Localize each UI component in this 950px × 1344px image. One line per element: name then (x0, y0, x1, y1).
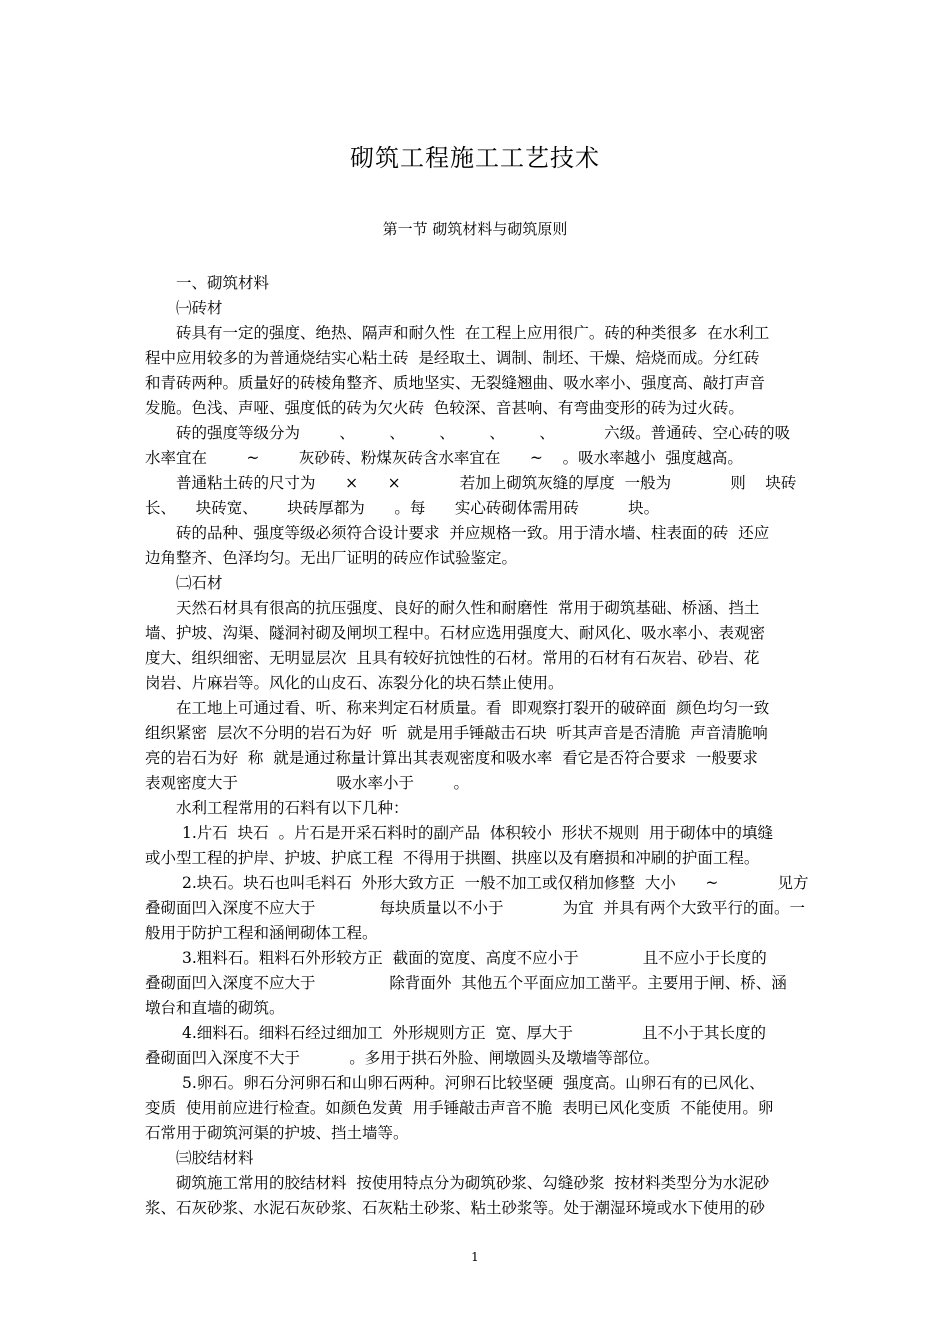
paragraph-line: 天然石材具有很高的抗压强度、良好的耐久性和耐磨性 常用于砌筑基础、桥涵、挡土 (176, 599, 760, 617)
paragraph-line: 叠砌面凹入深度不应大于 每块质量以不小于 为宜 并具有两个大致平行的面。一 (145, 899, 806, 917)
paragraph-line: 亮的岩石为好 称 就是通过称量计算出其表观密度和吸水率 看它是否符合要求 一般要求 (145, 749, 758, 767)
list-item-line: 2.块石。块石也叫毛料石 外形大致方正 一般不加工或仅稍加修整 大小 ~ 见方 (182, 874, 809, 892)
paragraph-line: 组织紧密 层次不分明的岩石为好 听 就是用手锤敲击石块 听其声音是否清脆 声音清脆响 (145, 724, 768, 742)
paragraph-line: 浆、石灰砂浆、水泥石灰砂浆、石灰粘土砂浆、粘土砂浆等。处于潮湿环境或水下使用的砂 (145, 1199, 766, 1217)
paragraph-line: 砖的强度等级分为 、 、 、 、 、 六级。普通砖、空心砖的吸 (176, 424, 791, 442)
paragraph-line: 和青砖两种。质量好的砖棱角整齐、质地坚实、无裂缝翘曲、吸水率小、强度高、敲打声音 (145, 374, 766, 392)
subheading-line: ㈠砖材 (176, 299, 223, 317)
paragraph-line: 叠砌面凹入深度不应大于 除背面外 其他五个平面应加工凿平。主要用于闸、桥、涵 (145, 974, 787, 992)
paragraph-line: 或小型工程的护岸、护坡、护底工程 不得用于拱圈、拱座以及有磨损和冲刷的护面工程。 (145, 849, 760, 867)
paragraph-line: 表观密度大于 吸水率小于 。 (145, 774, 469, 792)
list-item-line: 4.细料石。细料石经过细加工 外形规则方正 宽、厚大于 且不小于其长度的 (182, 1024, 766, 1042)
paragraph-line: 石常用于砌筑河渠的护坡、挡土墙等。 (145, 1124, 409, 1142)
heading-line: 一、砌筑材料 (176, 274, 270, 292)
list-item-line: 3.粗料石。粗料石外形较方正 截面的宽度、高度不应小于 且不应小于长度的 (182, 949, 767, 967)
paragraph-line: 在工地上可通过看、听、称来判定石材质量。看 即观察打裂开的破碎面 颜色均匀一致 (176, 699, 770, 717)
paragraph-line: 般用于防护工程和涵闸砌体工程。 (145, 924, 378, 942)
paragraph-line: 砖具有一定的强度、绝热、隔声和耐久性 在工程上应用很广。砖的种类很多 在水利工 (176, 324, 770, 342)
paragraph-line: 普通粘土砖的尺寸为 × × 若加上砌筑灰缝的厚度 一般为 则 块砖 (176, 474, 797, 492)
paragraph-line: 墩台和直墙的砌筑。 (145, 999, 285, 1017)
subheading-line: ㈡石材 (176, 574, 223, 592)
paragraph-line: 水率宜在 ~ 灰砂砖、粉煤灰砖含水率宜在 ~ 。吸水率越小 强度越高。 (145, 449, 743, 467)
list-item-line: 5.卵石。卵石分河卵石和山卵石两种。河卵石比较坚硬 强度高。山卵石有的已风化、 (182, 1074, 765, 1092)
list-item-line: 1.片石 块石 。片石是开采石料时的副产品 体积较小 形状不规则 用于砌体中的填缝 (182, 824, 774, 842)
paragraph-line: 发脆。色浅、声哑、强度低的砖为欠火砖 色较深、音甚响、有弯曲变形的砖为过火砖。 (145, 399, 744, 417)
paragraph-line: 墙、护坡、沟渠、隧洞衬砌及闸坝工程中。石材应选用强度大、耐风化、吸水率小、表观密 (145, 624, 766, 642)
paragraph-line: 边角整齐、色泽均匀。无出厂证明的砖应作试验鉴定。 (145, 549, 518, 567)
document-title: 砌筑工程施工工艺技术 (350, 144, 600, 172)
paragraph-line: 长、 块砖宽、 块砖厚都为 。每 实心砖砌体需用砖 块。 (145, 499, 660, 517)
subheading-line: ㈢胶结材料 (176, 1149, 254, 1167)
page-number: 1 (471, 1250, 479, 1264)
section-title: 第一节 砌筑材料与砌筑原则 (382, 220, 568, 238)
paragraph-line: 叠砌面凹入深度不大于 。多用于拱石外脸、闸墩圆头及墩墙等部位。 (145, 1049, 660, 1067)
paragraph-line: 程中应用较多的为普通烧结实心粘土砖 是经取土、调制、制坯、干燥、焙烧而成。分红砖 (145, 349, 760, 367)
paragraph-line: 砌筑施工常用的胶结材料 按使用特点分为砌筑砂浆、勾缝砂浆 按材料类型分为水泥砂 (176, 1174, 770, 1192)
paragraph-line: 岗岩、片麻岩等。风化的山皮石、冻裂分化的块石禁止使用。 (145, 674, 564, 692)
paragraph-line: 水利工程常用的石料有以下几种： (176, 799, 409, 817)
paragraph-line: 砖的品种、强度等级必须符合设计要求 并应规格一致。用于清水墙、柱表面的砖 还应 (176, 524, 770, 542)
paragraph-line: 变质 使用前应进行检查。如颜色发黄 用手锤敲击声音不脆 表明已风化变质 不能使用。卵 (145, 1099, 774, 1117)
paragraph-line: 度大、组织细密、无明显层次 且具有较好抗蚀性的石材。常用的石材有石灰岩、砂岩、花 (145, 649, 760, 667)
